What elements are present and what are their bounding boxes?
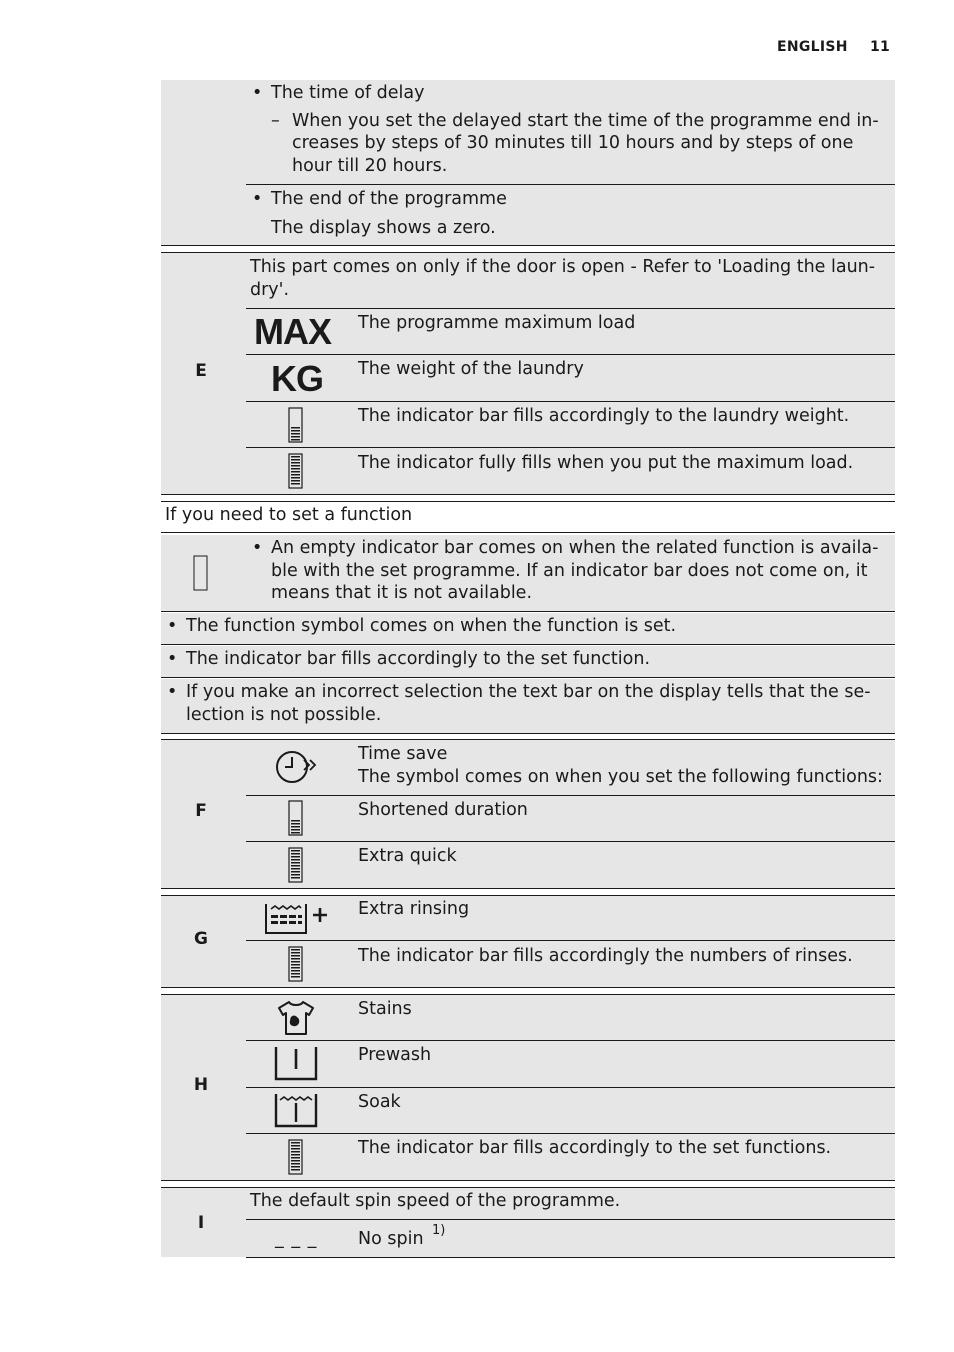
partial-indicator-bar-icon	[288, 800, 303, 836]
delay-sub-line2: creases by steps of 30 minutes till 10 hours and by steps of one	[292, 133, 854, 153]
divider	[246, 1219, 895, 1220]
divider	[161, 1180, 895, 1181]
prewash-icon	[274, 1045, 318, 1081]
f-row-text: Shortened duration	[358, 800, 528, 820]
h-row-text: Prewash	[358, 1045, 432, 1065]
h-row-text: The indicator bar fills accordingly to the set functions.	[358, 1138, 832, 1158]
divider	[246, 940, 895, 941]
full-indicator-bar-icon	[288, 453, 303, 489]
section-label: ENGLISH	[777, 39, 848, 55]
soak-icon	[274, 1092, 318, 1128]
divider	[161, 895, 895, 896]
divider	[246, 795, 895, 796]
divider	[246, 308, 895, 309]
section-letter-h: H	[193, 1075, 209, 1095]
divider	[246, 494, 895, 495]
divider	[246, 1257, 895, 1258]
time-save-title: Time save	[358, 744, 448, 764]
divider	[161, 611, 895, 612]
i-intro-text: The default spin speed of the programme.	[250, 1191, 621, 1211]
divider	[161, 888, 895, 889]
partial-indicator-bar-icon	[288, 407, 303, 443]
divider	[161, 532, 895, 533]
max-load-icon: MAX	[254, 311, 331, 352]
time-save-desc: The symbol comes on when you set the following functions:	[358, 767, 883, 787]
full-indicator-bar-icon	[288, 847, 303, 883]
delay-time-text: The time of delay	[271, 83, 425, 103]
bullet-dot: •	[252, 189, 263, 209]
divider	[161, 994, 895, 995]
time-save-icon	[274, 749, 320, 785]
full-indicator-bar-icon	[288, 1139, 303, 1175]
section-f	[161, 739, 895, 888]
bullet-dot: •	[167, 649, 178, 669]
e-row-text: The weight of the laundry	[358, 359, 584, 379]
divider	[161, 245, 895, 246]
divider	[161, 252, 895, 253]
footnote-marker: 1)	[432, 1223, 446, 1238]
no-spin-label: No spin	[358, 1229, 424, 1249]
e-row-text: The indicator bar fills accordingly to the laundry weight.	[358, 406, 850, 426]
divider	[246, 841, 895, 842]
section-letter-e: E	[195, 361, 207, 381]
delay-sub-line1: When you set the delayed start the time of the programme end in-	[292, 111, 879, 131]
page-number: 11	[870, 39, 891, 55]
incorrect-selection-line1: If you make an incorrect selection the text bar on the display tells that the se-	[186, 682, 871, 702]
f-row-text: Extra quick	[358, 846, 457, 866]
bullet-dot: •	[167, 682, 178, 702]
divider	[246, 1087, 895, 1088]
divider	[161, 987, 895, 988]
empty-indicator-bar-icon	[193, 555, 208, 591]
empty-bar-line3: means that it is not available.	[271, 583, 533, 603]
divider	[246, 447, 895, 448]
function-heading: If you need to set a function	[165, 505, 413, 525]
empty-bar-line2: ble with the set programme. If an indicator bar does not come on, it	[271, 561, 868, 581]
h-row-text: Stains	[358, 999, 412, 1019]
divider	[246, 184, 895, 185]
section-letter-i: I	[197, 1213, 205, 1233]
no-spin-icon: _ _ _	[275, 1229, 318, 1249]
dash-mark: –	[271, 111, 280, 131]
display-zero-text: The display shows a zero.	[271, 218, 496, 238]
incorrect-selection-line2: lection is not possible.	[186, 705, 382, 725]
extra-rinsing-icon	[264, 900, 330, 936]
function-indicator-text: The indicator bar fills accordingly to the set function.	[186, 649, 651, 669]
bullet-dot: •	[167, 616, 178, 636]
e-intro-line1: This part comes on only if the door is open - Refer to 'Loading the laun-	[250, 257, 876, 277]
function-symbol-text: The function symbol comes on when the function is set.	[186, 616, 677, 636]
divider	[161, 1187, 895, 1188]
g-row-text: Extra rinsing	[358, 899, 470, 919]
empty-bar-line1: An empty indicator bar comes on when the related function is availa-	[271, 538, 879, 558]
e-intro-line2: dry'.	[250, 280, 290, 300]
programme-end-text: The end of the programme	[271, 189, 507, 209]
stains-icon	[277, 1000, 315, 1036]
e-row-text: The indicator fully fills when you put the maximum load.	[358, 453, 854, 473]
section-letter-g: G	[194, 929, 208, 949]
h-row-text: Soak	[358, 1092, 401, 1112]
divider	[161, 494, 246, 495]
kg-weight-icon: KG	[271, 358, 323, 399]
divider	[246, 1040, 895, 1041]
divider	[161, 739, 895, 740]
divider	[161, 733, 895, 734]
divider	[161, 677, 895, 678]
divider	[246, 354, 895, 355]
divider	[246, 1133, 895, 1134]
section-letter-f: F	[195, 801, 207, 821]
divider	[161, 644, 895, 645]
g-row-text: The indicator bar fills accordingly the numbers of rinses.	[358, 946, 853, 966]
e-row-text: The programme maximum load	[358, 313, 636, 333]
divider	[161, 501, 895, 502]
bullet-dot: •	[252, 538, 263, 558]
delay-sub-line3: hour till 20 hours.	[292, 156, 448, 176]
bullet-dot: •	[252, 83, 263, 103]
full-indicator-bar-icon	[288, 946, 303, 982]
divider	[246, 401, 895, 402]
